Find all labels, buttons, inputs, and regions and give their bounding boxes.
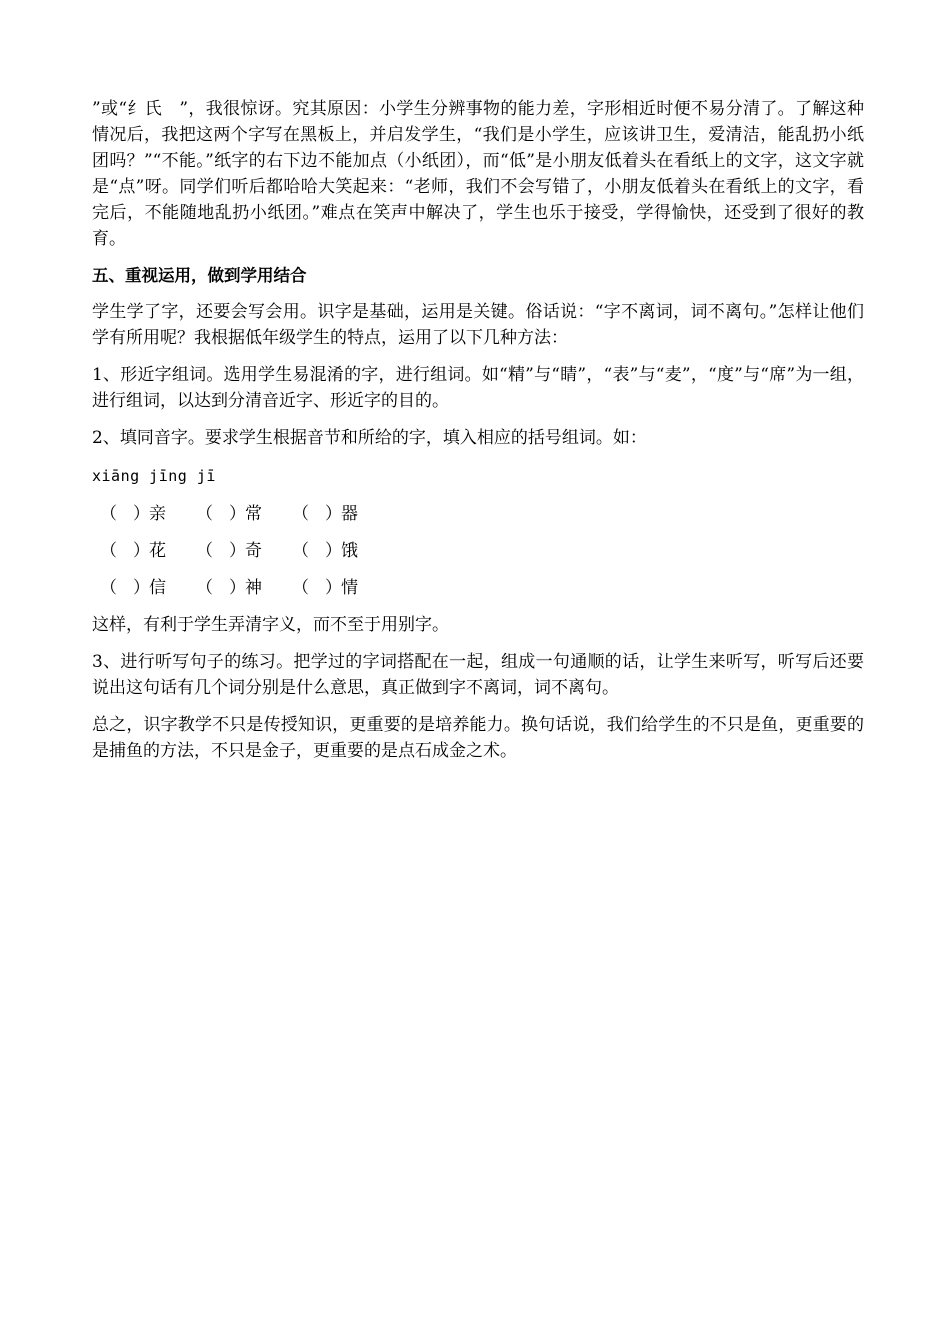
fill-in-exercise bbox=[92, 501, 864, 601]
exercise-char: 信 bbox=[149, 578, 166, 598]
exercise-row bbox=[92, 538, 864, 564]
open-paren: （ bbox=[196, 578, 213, 598]
exercise-item bbox=[284, 538, 380, 564]
exercise-char: 神 bbox=[245, 578, 262, 598]
close-paren: ） bbox=[229, 578, 246, 598]
pinyin-line: xiāng jīng jī bbox=[92, 467, 216, 485]
paragraph-method-1: 1、形近字组词。选用学生易混淆的字，进行组词。如“精”与“睛”，“表”与“麦”，“度”与“席”为一组，进行组词，以达到分清音近字、形近字的目的。 bbox=[92, 365, 864, 411]
close-paren: ） bbox=[229, 504, 246, 524]
section-heading-5: 五、重视运用，做到学用结合 bbox=[92, 266, 307, 285]
open-paren: （ bbox=[292, 541, 309, 561]
close-paren: ） bbox=[133, 541, 150, 561]
paragraph-conclusion: 总之，识字教学不只是传授知识，更重要的是培养能力。换句话说，我们给学生的不只是鱼，更重要的是捕鱼的方法，不只是金子，更重要的是点石成金之术。 bbox=[92, 715, 864, 761]
paragraph-summary-exercise: 这样，有利于学生弄清字义，而不至于用别字。 bbox=[92, 615, 449, 635]
open-paren: （ bbox=[196, 541, 213, 561]
open-paren: （ bbox=[292, 578, 309, 598]
paragraph-intro: ”或“纟氏 ”，我很惊讶。究其原因：小学生分辨事物的能力差，字形相近时便不易分清了。了解这种情况后，我把这两个字写在黑板上，并启发学生，“我们是小学生，应该讲卫生，爱清洁，能乱扔小纸团吗？”“不能。”纸字的右下边不能加点（小纸团），而“低”是小朋友低着头在看纸上的文字，这文字就是“点”呀。同学们听后都哈哈大笑起来：“老师，我们不会写错了，小朋友低着头在看纸上的文字，看完后，不能随地乱扔小纸团。”难点在笑声中解决了，学生也乐于接受，学得愉快，还受到了很好的教育。 bbox=[92, 99, 864, 249]
exercise-char: 常 bbox=[245, 504, 262, 524]
exercise-item bbox=[284, 575, 380, 601]
exercise-item bbox=[188, 501, 284, 527]
close-paren: ） bbox=[325, 541, 342, 561]
close-paren: ） bbox=[325, 504, 342, 524]
exercise-char: 亲 bbox=[149, 504, 166, 524]
open-paren: （ bbox=[100, 578, 117, 598]
exercise-char: 奇 bbox=[245, 541, 262, 561]
exercise-char: 饿 bbox=[341, 541, 358, 561]
paragraph-method-3: 3、进行听写句子的练习。把学过的字词搭配在一起，组成一句通顺的话，让学生来听写，听写后还要说出这句话有几个词分别是什么意思，真正做到字不离词，词不离句。 bbox=[92, 652, 864, 698]
close-paren: ） bbox=[325, 578, 342, 598]
paragraph-usage: 学生学了字，还要会写会用。识字是基础，运用是关键。俗话说：“字不离词，词不离句。”怎样让他们学有所用呢？我根据低年级学生的特点，运用了以下几种方法： bbox=[92, 302, 864, 348]
exercise-row bbox=[92, 501, 864, 527]
document-page bbox=[92, 96, 864, 775]
close-paren: ） bbox=[133, 504, 150, 524]
exercise-char: 花 bbox=[149, 541, 166, 561]
paragraph-method-2: 2、填同音字。要求学生根据音节和所给的字，填入相应的括号组词。如： bbox=[92, 428, 647, 448]
close-paren: ） bbox=[133, 578, 150, 598]
exercise-item bbox=[92, 538, 188, 564]
exercise-item bbox=[188, 575, 284, 601]
exercise-item bbox=[92, 501, 188, 527]
open-paren: （ bbox=[100, 504, 117, 524]
exercise-item bbox=[92, 575, 188, 601]
exercise-char: 器 bbox=[341, 504, 358, 524]
open-paren: （ bbox=[292, 504, 309, 524]
close-paren: ） bbox=[229, 541, 246, 561]
exercise-item bbox=[284, 501, 380, 527]
open-paren: （ bbox=[196, 504, 213, 524]
exercise-row bbox=[92, 575, 864, 601]
exercise-item bbox=[188, 538, 284, 564]
open-paren: （ bbox=[100, 541, 117, 561]
exercise-char: 情 bbox=[341, 578, 358, 598]
